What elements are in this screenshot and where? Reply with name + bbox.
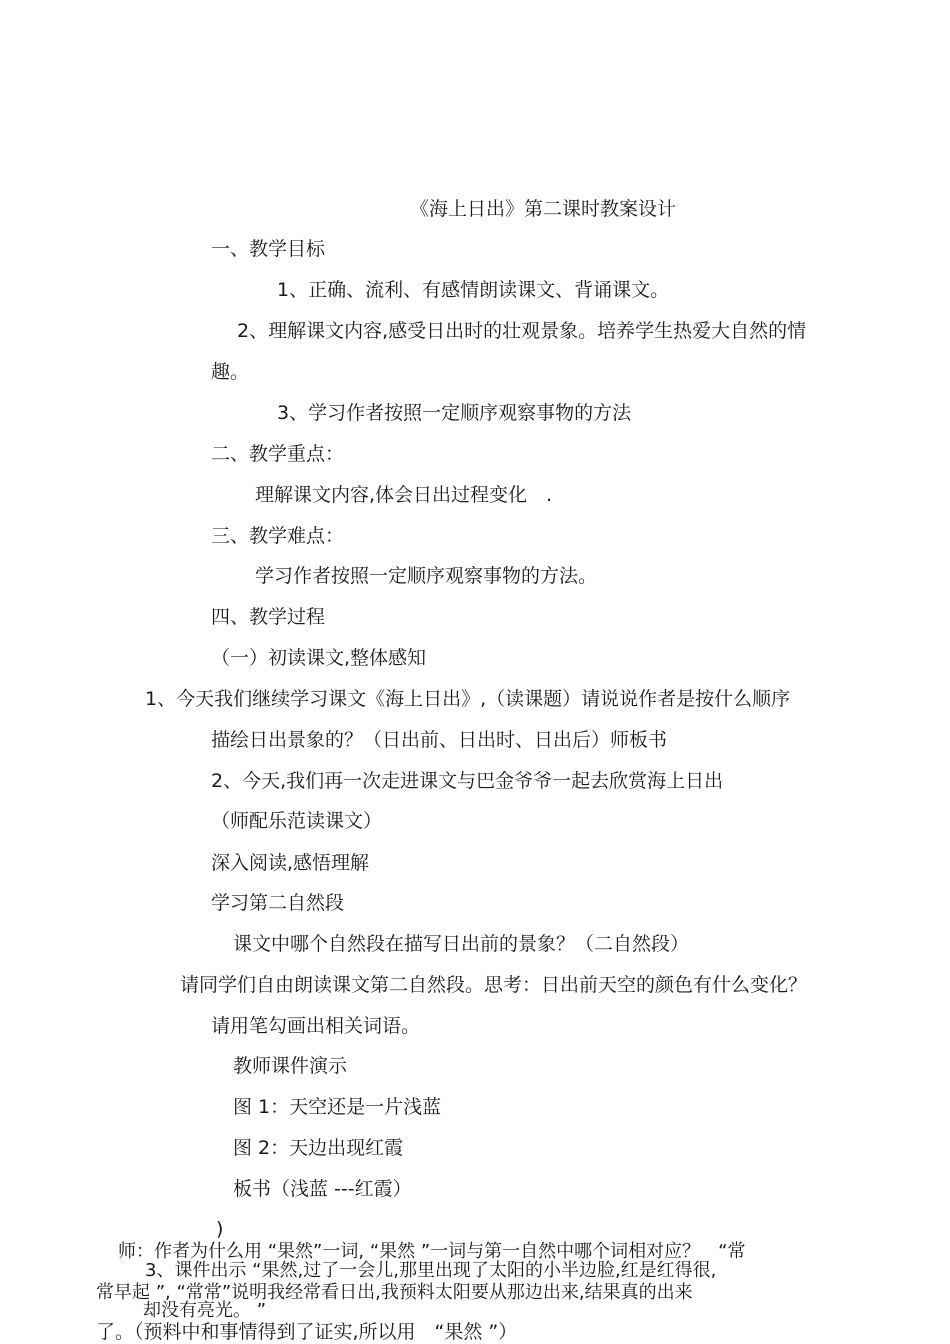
process-deep-reading: 深入阅读,感悟理解 bbox=[211, 852, 370, 874]
process-second-paragraph: 学习第二自然段 bbox=[211, 892, 345, 914]
stray-parenthesis: ) bbox=[216, 1218, 224, 1240]
objective-2-continued: 趣。 bbox=[211, 361, 250, 383]
teacher-answer: 常早起 ”, “常常”说明我经常看日出,我预料太阳要从那边出来,结果真的出来 bbox=[96, 1282, 693, 1303]
figure-1-caption: 图 1：天空还是一片浅蓝 bbox=[233, 1096, 442, 1118]
process-paragraph-2-note: （师配乐范读课文） bbox=[211, 810, 383, 832]
objective-3: 3、学习作者按照一定顺序观察事物的方法 bbox=[277, 402, 632, 424]
section-heading-process: 四、教学过程 bbox=[211, 606, 326, 628]
objective-1: 1、正确、流利、有感情朗读课文、背诵课文。 bbox=[277, 279, 670, 301]
process-question-2: 请同学们自由朗读课文第二自然段。思考：日出前天空的颜色有什么变化？ bbox=[180, 974, 808, 996]
section-heading-objectives: 一、教学目标 bbox=[211, 238, 326, 260]
courseware-quote-overlap: 3、课件出示 “果然,过了一会儿,那里出现了太阳的小半边脸,红是红得很, bbox=[145, 1260, 717, 1281]
blackboard-note: 板书（浅蓝 ---红霞） bbox=[233, 1178, 412, 1200]
teacher-question: 师：作者为什么用 “果然”一词, “果然 ”一词与第一自然中哪个词相对应？ “常 bbox=[118, 1241, 746, 1262]
process-question-1: 课文中哪个自然段在描写日出前的景象？（二自然段） bbox=[233, 933, 690, 955]
teacher-answer-continued: 了。（预料中和事情得到了证实,所以用 “果然 ”） bbox=[96, 1321, 518, 1343]
difficulty-text: 学习作者按照一定顺序观察事物的方法。 bbox=[255, 565, 598, 587]
document-title: 《海上日出》第二课时教案设计 bbox=[410, 198, 677, 220]
courseware-demo: 教师课件演示 bbox=[233, 1055, 348, 1077]
objective-2: 2、理解课文内容,感受日出时的壮观景象。培养学生热爱大自然的情 bbox=[237, 320, 807, 342]
section-heading-key-points: 二、教学重点： bbox=[211, 443, 345, 465]
courseware-quote-end-overlap: 却没有亮光。 ” bbox=[143, 1300, 267, 1321]
section-heading-difficulties: 三、教学难点： bbox=[211, 525, 345, 547]
process-step-1-heading: （一）初读课文,整体感知 bbox=[211, 647, 427, 669]
process-paragraph-2: 2、今天,我们再一次走进课文与巴金爷爷一起去欣赏海上日出 bbox=[211, 770, 724, 792]
process-paragraph-1-continued: 描绘日出景象的？（日出前、日出时、日出后）师板书 bbox=[211, 729, 668, 751]
process-instruction: 请用笔勾画出相关词语。 bbox=[211, 1015, 421, 1037]
process-paragraph-1: 1、今天我们继续学习课文《海上日出》,（读课题）请说说作者是按什么顺序 bbox=[145, 688, 791, 710]
key-point-text: 理解课文内容,体会日出过程变化 . bbox=[255, 484, 553, 506]
figure-2-caption: 图 2：天边出现红霞 bbox=[233, 1137, 404, 1159]
